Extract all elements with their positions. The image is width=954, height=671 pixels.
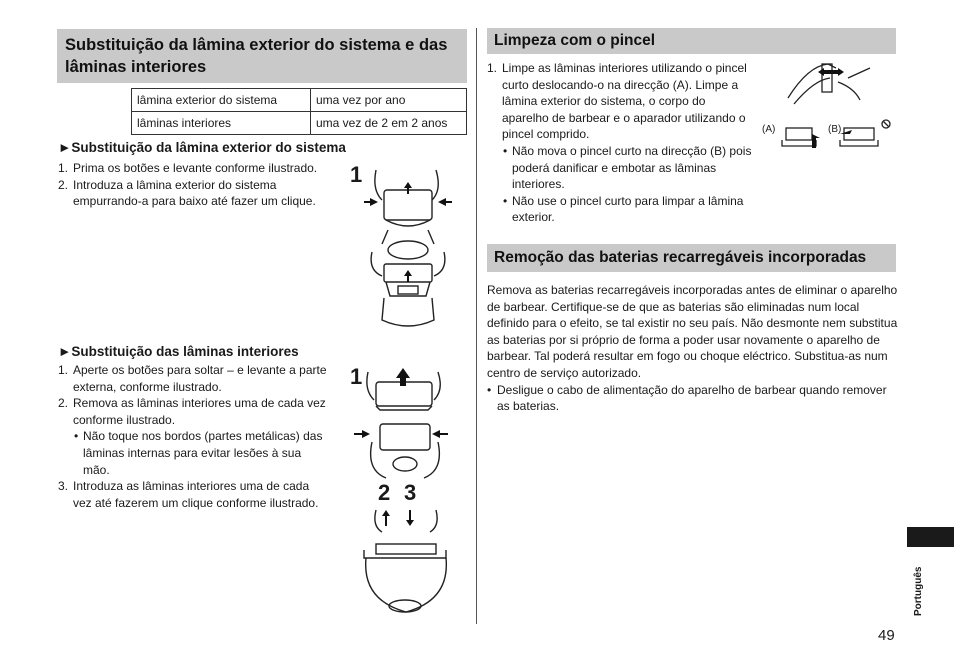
table-cell: lâmina exterior do sistema <box>132 89 311 112</box>
bullet-text: Não use o pincel curto para limpar a lâmina exterior. <box>512 193 744 225</box>
list-item <box>58 395 328 428</box>
table-row <box>132 89 467 112</box>
arrow-left-icon <box>432 430 448 438</box>
language-tab <box>907 527 954 547</box>
step-number: 1. <box>58 161 69 175</box>
bullet: • <box>503 143 508 158</box>
paragraph: Remova as baterias recarregáveis incorporadas antes de eliminar o aparelho de barbear. Certifique-se de que as baterias são eliminadas num local definido para o efeito, se tal existir no seu país. Não desmonte nem substitua as baterias por si próprio de forma a poder usar novamente o aparelho de barbear. Tal poderá resultar em fogo ou choque eléctrico. Substitua-as num centro de serviço autorizado. <box>487 283 898 380</box>
table-cell: lâminas interiores <box>132 112 311 135</box>
step-text: Introduza a lâmina exterior do sistema empurrando-a para baixo até fazer um clique. <box>73 177 316 209</box>
cleaning-steps <box>487 60 755 226</box>
replacement-frequency-table <box>131 88 467 135</box>
battery-body <box>487 282 899 415</box>
step-text: Introduza as lâminas interiores uma de cada vez até fazerem um clique conforme ilustrado. <box>73 479 319 510</box>
bullet-text: Desligue o cabo de alimentação do aparelho de barbear quando remover as baterias. <box>497 382 887 414</box>
step-number: 1. <box>487 61 498 75</box>
shaver-head-illustration <box>346 160 466 335</box>
list-item <box>58 177 338 210</box>
page-number: 49 <box>878 627 895 644</box>
arrow-down-icon <box>406 510 414 526</box>
arrow-right-icon <box>354 430 370 438</box>
arrow-up-icon <box>404 182 412 194</box>
list-item <box>58 478 328 511</box>
section-title-text: Limpeza com o pincel <box>494 32 656 49</box>
arrow-up-icon <box>396 368 410 386</box>
list-item <box>487 382 899 415</box>
figure-inner-blades-replacement <box>346 360 466 620</box>
arrow-icon <box>812 134 820 148</box>
label-direction-a: (A) <box>762 124 776 135</box>
bullet: • <box>503 193 508 208</box>
list-item <box>487 193 755 226</box>
bullet-text: Não mova o pincel curto na direcção (B) pois poderá danificar e embotar as lâminas interiores. <box>512 143 752 192</box>
arrow-up-icon <box>382 510 390 526</box>
step-text: Limpe as lâminas interiores utilizando o pincel curto deslocando-o na direcção (A). Limpe a lâmina exterior do sistema, o corpo do aparelho de barbear e o aparador utilizando o pincel comprido. <box>502 61 747 142</box>
arrow-left-icon <box>438 198 452 206</box>
outer-foil-steps <box>58 160 338 210</box>
table-cell: uma vez por ano <box>311 89 467 112</box>
section-title-text: Remoção das baterias recarregáveis incorporadas <box>494 249 867 266</box>
list-item <box>487 143 755 193</box>
table-cell: uma vez de 2 em 2 anos <box>311 112 467 135</box>
step-number: 3. <box>58 479 69 494</box>
table-row <box>132 112 467 135</box>
bullet: • <box>487 382 492 397</box>
label-direction-b: (B) <box>828 124 842 135</box>
step-text: Prima os botões e levante conforme ilustrado. <box>73 161 318 175</box>
brush-illustration <box>758 58 898 158</box>
section-title-text: Substituição da lâmina exterior do sistema e das lâminas interiores <box>65 36 448 76</box>
step-number: 2. <box>58 177 69 192</box>
arrow-icon <box>840 130 852 134</box>
step-number: 2. <box>58 396 69 411</box>
arrow-right-icon <box>364 198 378 206</box>
language-label <box>913 556 927 616</box>
section-title-cleaning <box>487 28 896 54</box>
column-divider <box>476 28 477 624</box>
figure-step-label: 1 <box>350 364 363 389</box>
outer-foil-heading: ►Substituição da lâmina exterior do sistema <box>58 140 346 155</box>
bullet-text: Não toque nos bordos (partes metálicas) das lâminas internas para evitar lesões à sua mão. <box>83 429 323 477</box>
figure-step-label: 1 <box>350 162 363 187</box>
figure-brush-cleaning <box>758 58 898 158</box>
arrow-up-icon <box>404 270 412 282</box>
step-text: Remova as lâminas interiores uma de cada vez conforme ilustrado. <box>73 396 326 427</box>
section-title-battery <box>487 244 896 272</box>
list-item <box>58 160 338 177</box>
figure-outer-foil-replacement <box>346 160 466 335</box>
inner-blades-heading: ►Substituição das lâminas interiores <box>58 344 299 359</box>
bullet: • <box>74 429 79 444</box>
language-text: Português <box>913 566 924 616</box>
list-item <box>58 362 328 395</box>
step-number: 1. <box>58 363 69 377</box>
list-item <box>58 428 328 478</box>
figure-step-label: 3 <box>404 480 417 505</box>
step-text: Aperte os botões para soltar – e levante a parte externa, conforme ilustrado. <box>73 363 327 394</box>
list-item <box>487 60 755 143</box>
figure-step-label: 2 <box>378 480 391 505</box>
inner-blades-steps <box>58 362 328 511</box>
section-title-replacement <box>57 29 467 83</box>
